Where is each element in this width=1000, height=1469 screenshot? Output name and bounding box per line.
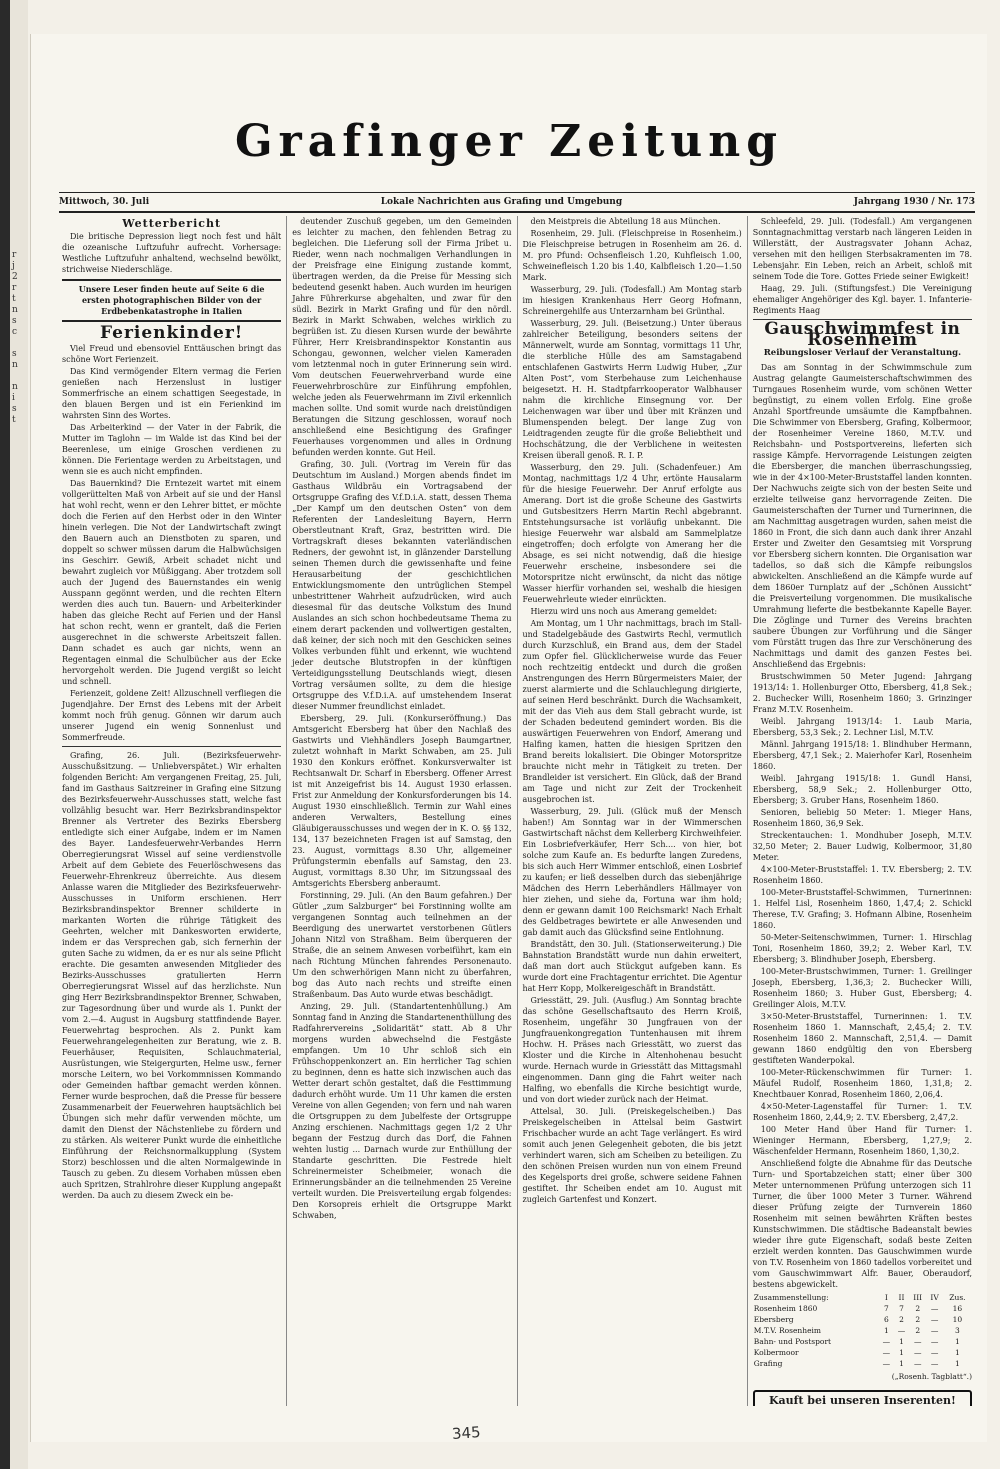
table-cell: — — [913, 1348, 922, 1357]
table-header: II — [898, 1293, 905, 1302]
article-columns — [57, 216, 977, 1406]
table-cell: 1 — [955, 1348, 960, 1357]
article-paragraph: Am Montag, um 1 Uhr nachmittags, brach im Stall- und Stadelgebäude des Gastwirts Rechl, vermutlich durch Kurzschluß, ein Brand aus, dem der Stadel zum Opfer fiel. Glücklicherweise wurde das Feuer noch rechtzeitig entdeckt und durch die großen Anstrengungen des Herrn Bürgermeisters Maier, der zuerst alarmierte und die Schlauchlegung dirigierte, auf seinen Herd beschränkt. Durch die Wachsamkeit, mit der das Vieh aus dem Stall gebracht wurde, ist der Schaden bedeutend gemindert worden. Bis die auswärtigen Feuerwehren von Endorf, Amerang und Halfing kamen, hatten die hiesigen Spritzen den Brand bereits lokalisiert. Die Obinger Motorspritze brauchte nicht mehr in Tätigkeit zu treten. Der Brandleider ist versichert. Ein Glück, daß der Brand am Tage und nicht zur Zeit der Trockenheit ausgebrochen ist. — [522, 619, 742, 804]
table-cell-name: Grafing — [753, 1359, 783, 1368]
table-cell-name: Rosenheim 1860 — [753, 1304, 818, 1313]
article-paragraph: deutender Zuschuß gegeben, um den Gemeinden es leichter zu machen, den fehlenden Betrag zu begleichen. Die Lieferung soll der Firma Jribet u. Rieder, wenn nach nochmaligen Verhandlungen in der Preisfrage eine Einigung zustande kommt, übertragen werden, da die Preise für Messing sich bedeutend gesenkt haben. Auch wurden im heurigen Jahre Führerkurse abgehalten, und zwar für den südl. Bezirk in Markt Grafing und für den nördl. Bezirk in Markt Schwaben, welches wirklich zu begrüßen ist. Zu diesen Kursen wurde der bewährte Führer, Herr Kreisbrandinspektor Konstantin aus Schongau, gewonnen, welcher vielen Kameraden vom letztenmal noch in guter Erinnerung sein wird. Vom deutschen Feuerwehrverband wurde eine Feuerwehrbroschüre zur Einführung empfohlen, welche jeden als Feuerwehrmann im Zivil erkennlich machen sollte. Und somit wurde nach dreistündigen Beratungen die Sitzung geschlossen, worauf noch anschließend eine Besichtigung des Grafinger Feuerhauses vorgenommen und alles in Ordnung befunden werden konnte. Gut Heil. — [292, 217, 512, 457]
gauschwimmfest-subhead: Reibungsloser Verlauf der Veranstaltung. — [763, 348, 962, 358]
dateline-issue: Jahrgang 1930 / Nr. 173 — [853, 197, 975, 207]
ferien-paragraph: Viel Freud und ebensoviel Enttäuschen bringt das schöne Wort Ferienzeit. — [62, 344, 282, 364]
gau-result: 4×100-Meter-Bruststaffel: 1. T.V. Ebersberg; 2. T.V. Rosenheim 1860. — [752, 865, 972, 885]
weather-text: Die britische Depression liegt noch fest und hält die ozeanische Luftzufuhr aufrecht. Vorhersage: Westliche Luftzufuhr anhaltend, wechselnd bewölkt, strichweise Niederschläge. — [62, 232, 282, 274]
gau-result: Weibl. Jahrgang 1913/14: 1. Laub Maria, Ebersberg, 53,3 Sek.; 2. Lechner Lisl, M.T.V. — [752, 717, 972, 737]
adjacent-page-edge — [10, 0, 28, 1469]
table-header: III — [913, 1293, 923, 1302]
newspaper-page — [30, 34, 987, 1442]
table-cell: 1 — [899, 1337, 904, 1346]
table-cell: — — [882, 1337, 891, 1346]
gau-result: Weibl. Jahrgang 1915/18: 1. Gundl Hansi, Ebersberg, 58,9 Sek.; 2. Hollenburger Otto, Ebersberg; 3. Gruber Hans, Rosenheim 1860. — [752, 774, 972, 805]
adjacent-page-text: r j 2 r t n s c s n n i s t — [12, 250, 18, 425]
gauschwimmfest-headline: Gauschwimmfest in Rosenheim — [764, 319, 961, 350]
table-cell: — — [930, 1304, 939, 1313]
article-paragraph: den Meistpreis die Abteilung 18 aus München. — [530, 217, 721, 226]
table-cell-name: M.T.V. Rosenheim — [753, 1326, 822, 1335]
article-paragraph: Brandstätt, den 30. Juli. (Stationserweiterung.) Die Bahnstation Brandstätt wurde nun dahin erweitert, daß man dort auch Stückgut aufgeben kann. Es wurde dort eine Frachtagentur errichtet. Die Agentur hat Herr Kopp, Molkereigeschäft in Brandstätt. — [522, 940, 742, 993]
table-header: I — [884, 1293, 888, 1302]
table-cell-name: Bahn- und Postsport — [753, 1337, 832, 1346]
table-cell: 16 — [952, 1304, 963, 1313]
ferien-paragraph: Das Bauernkind? Die Erntezeit wartet mit einem vollgerüttelten Maß von Arbeit auf sie und der Hansl hat wohl recht, wenn er den Lehrer bittet, er möchte doch die Ferien auf den Herbst oder in den Winter hinein verlegen. Die Not der Landwirtschaft zwingt den Bauern auch an Dienstboten zu sparen, und doppelt so schwer müssen darum die Halbwüchsigen ins Geschirr. Gewiß, Arbeit schadet nicht und bewahrt zugleich vor Müßiggang. Aber trotzdem soll auch der Jugend des Bauernstandes ein wenig Ausspann gegönnt werden, und die rechten Eltern werden dies auch tun. Bauern- und Arbeiterkinder haben das gleiche Recht auf Ferien und der Hansl hat schon recht, wenn er grantelt, daß die Ferien ausgerechnet in die schwerste Arbeitszeit fallen. Dann schadet es auch gar nichts, wenn an Regentagen einmal die Schulbücher aus der Ecke hervorgeholt werden. Die Jugend vergißt so leicht und schnell. — [62, 479, 282, 686]
photo-notice: Unsere Leser finden heute auf Seite 6 die ersten photographischen Bilder von der Erdbebenkatastrophe in Italien — [62, 279, 281, 322]
article-paragraph: Anzing, 29. Juli. (Standartentenhüllung.) Am Sonntag fand in Anzing die Standartenenthüllung des Radfahrervereins „Solidarität“ statt. Ab 8 Uhr morgens wurden abwechselnd die Festgäste empfangen. Um 10 Uhr schloß sich ein Frühschoppenkonzert an. Ein herrlicher Tag schien zu beginnen, denn es hatte sich inzwischen auch das Wetter derart schön gestaltet, daß die Festtimmung dadurch erhöht wurde. Um 11 Uhr kamen die ersten Vereine von allen Gegenden; von fern und nah waren die Ortsgruppen zu dem Jubelfeste der Ortsgruppe Anzing erschienen. Nachmittags gegen 1/2 2 Uhr begann der Festzug durch das Dorf, die Fahnen wehten lustig ... Darnach wurde zur Enthüllung der Standarte geschritten. Die Festrede hielt Schreinermeister Scheibmeier, wonach die Erinnerungsbänder an die teilnehmenden 25 Vereine verteilt wurden. Die Preisverteilung ergab folgendes: Den Korsopreis erhielt die Ortsgruppe Markt Schwaben, — [292, 1002, 512, 1220]
table-cell: 2 — [899, 1315, 904, 1324]
table-cell-name: Ebersberg — [753, 1315, 794, 1324]
table-cell: 1 — [899, 1348, 904, 1357]
table-cell: 2 — [915, 1315, 921, 1324]
article-paragraph: Haag, 29. Juli. (Stiftungsfest.) Die Vereinigung ehemaliger Angehöriger des Kgl. bayer. 1. Infanterie-Regiments Haag — [752, 284, 972, 315]
column-2 — [287, 216, 517, 1406]
article-paragraph: Wasserburg, den 29. Juli. (Schadenfeuer.) Am Montag, nachmittags 1/2 4 Uhr, ertönte Hausalarm für die hiesige Feuerwehr. Der Anruf erfolgte aus Amerang. Dort ist die große Scheune des Gastwirts und Gutsbesitzers Herrn Martin Rechl abgebrannt. Entstehungsursache ist vorläufig unbekannt. Die hiesige Feuerwehr war alsbald am Sammelplatze eingetroffen; doch erfolgte von Amerang her die Absage, es sei nicht notwendig, daß die hiesige Feuerwehr erscheine, insbesondere sei die Motorspritze nicht erwünscht, da nicht das nötige Wasser hierfür vorhanden sei, weshalb die hiesigen Feuerwehrleute wieder einrückten. — [522, 463, 742, 604]
gau-result: Brustschwimmen 50 Meter Jugend: Jahrgang 1913/14: 1. Hollenburger Otto, Ebersberg, 41,8 Sek.; 2. Buchecker Willi, Rosenheim 1860; 3. Grinzinger Franz M.T.V. Rosenheim. — [752, 672, 972, 714]
gau-result: Männl. Jahrgang 1915/18: 1. Blindhuber Hermann, Ebersberg, 47,1 Sek.; 2. Maierhofer Karl, Rosenheim 1860. — [752, 740, 972, 771]
handwritten-page-number: 345 — [451, 1423, 482, 1443]
gau-result: Streckentauchen: 1. Mondhuber Joseph, M.T.V. 32,50 Meter; 2. Bauer Ludwig, Kolbermoor, 31,80 Meter. — [752, 831, 972, 862]
table-cell: — — [897, 1326, 906, 1335]
table-cell: 1 — [955, 1337, 960, 1346]
table-cell: 2 — [915, 1304, 921, 1313]
table-cell: — — [882, 1348, 891, 1357]
article-paragraph: Wasserburg, 29. Juli. (Glück muß der Mensch haben!) Am Sonntag war in der Wimmerschen Gastwirtschaft nächst dem Kellerberg Kirchweihfeier. Ein Losbriefverkäufer, Herr Sch.... von hier, bot solche zum Kaufe an. Es bedurfte langen Zuredens, bis sich auch Herr Wimmer entschloß, einen Losbrief zu kaufen; er ließ desselben durch das siebenjährige Mädchen des Herrn Leberhändlers Hällmayer von hier ziehen, und siehe da, Fortuna war ihm hold; denn er gewann damit 100 Reichsmark! Nach Erhalt des Geldbetrages bewirtete er alle Anwesenden und gab damit auch das Glücksfind seine Entlohnung. — [522, 807, 742, 937]
table-row — [753, 1314, 972, 1325]
table-cell: 1 — [955, 1359, 960, 1368]
ferien-headline: Ferienkinder! — [99, 323, 244, 343]
article-paragraph: Wasserburg, 29. Juli. (Todesfall.) Am Montag starb im hiesigen Krankenhaus Herr Georg Hofmann, Schreinergehilfe aus Unterzarnham bei Grünthal. — [522, 285, 742, 316]
ferien-paragraph: Das Kind vermögender Eltern vermag die Ferien genießen nach Herzenslust in lustiger Sommerfrische an einem schattigen Seegestade, in den blauen Bergen und ist ein Ferienkind im wahrsten Sinn des Wortes. — [62, 367, 282, 420]
gau-result: Senioren, beliebig 50 Meter: 1. Mieger Hans, Rosenheim 1860, 36,9 Sek. — [752, 808, 972, 828]
table-cell: 3 — [955, 1326, 960, 1335]
table-cell: 1 — [899, 1359, 904, 1368]
gau-result: 50-Meter-Seitenschwimmen, Turner: 1. Hirschlag Toni, Rosenheim 1860, 39,2; 2. Weber Karl, T.V. Ebersberg; 3. Blindhuber Joseph, Ebersberg. — [752, 933, 972, 964]
table-cell: — — [913, 1359, 922, 1368]
table-header: Zus. — [949, 1293, 966, 1302]
article-paragraph: Schleefeld, 29. Juli. (Todesfall.) Am vergangenen Sonntagnachmittag verstarb nach längeren Leiden in Willerstätt, der Austragsvater Johann Achaz, versehen mit den heiligen Sterbsakramenten im 78. Lebensjahr. Ein Leben, reich an Arbeit, schloß mit seinem Tode die Tore. Gottes Friede seiner Ewigkeit! — [752, 217, 972, 281]
table-cell: 6 — [884, 1315, 889, 1324]
ferien-paragraph: Das Arbeiterkind — der Vater in der Fabrik, die Mutter im Taglohn — im Walde ist das Kind bei der Beerenlese, um einige Groschen verdienen zu können. Die Ferientage werden zu Arbeitstagen, und wenn sie es auch nicht empfinden. — [62, 423, 282, 476]
gau-paragraph: Anschließend folgte die Abnahme für das Deutsche Turn- und Sportabzeichen statt; einer über 300 Meter unternommenen Prüfung unterzogen sich 11 Turner, die über 1000 Meter 3 Turner. Während dieser Prüfung zeigte der Turnverein 1860 Rosenheim mit seinen bewährten Kräften bestes Kunstschwimmen. Die städtische Badeanstalt bewies wieder ihre gute Eigenschaft, sodaß beste Zeiten erzielt werden konnten. Das Gauschwimmen wurde von T.V. Rosenheim von 1860 tadellos vorbereitet und vom Gauschwimmwart Alfr. Bauer, Oberaudorf, bestens abgewickelt. — [752, 1159, 972, 1289]
table-cell: — — [930, 1326, 939, 1335]
table-cell: — — [913, 1337, 922, 1346]
table-header: IV — [930, 1293, 939, 1302]
table-cell: 7 — [899, 1304, 904, 1313]
gau-result: 4×50-Meter-Lagenstaffel für Turner: 1. T.V. Rosenheim 1860, 2,44,9; 2. T.V. Ebersberg, 2,47,2. — [752, 1102, 972, 1122]
table-cell: — — [930, 1315, 939, 1324]
article-paragraph: Grafing, 30. Juli. (Vortrag im Verein für das Deutschtum im Ausland.) Morgen abends findet im Gasthaus Wildbräu ein Vortragsabend der Ortsgruppe Grafing des V.f.D.i.A. statt, dessen Thema „Der Kampf um den deutschen Osten“ von dem Referenten der Landesleitung Bayern, Herrn Oberstleutnant Kraft, Graz, bestritten wird. Die Vortragskraft dieses bekannten vaterländischen Redners, der gewohnt ist, in glänzender Darstellung seinen Themen durch die gewissenhafte und feine Herausarbeitung der geschichtlichen Entwicklungsmomente den untrüglichen Stempel unbestrittener Wahrheit aufzudrücken, wird auch diesesmal für das deutsche Volkstum des Inund Auslandes an sich schon hochbedeutsame Thema zu einem derart packenden und vollwertigen gestalten, daß keiner, der sich noch mit den Geschicken seines Volkes verbunden fühlt und erkennt, wie wuchtend jeder deutsche Blutstropfen in der künftigen Verteidigungsstellung Deutschlands wiegt, diesen Vortrag versäumen sollte, zu dem die hiesige Ortsgruppe des V.f.D.i.A. auf umstehendem Inserat dieser Nummer freundlichst einladet. — [292, 460, 512, 711]
article-paragraph: Rosenheim, 29. Juli. (Fleischpreise in Rosenheim.) Die Fleischpreise betrugen in Rosenheim am 26. d. M. pro Pfund: Ochsenfleisch 1.20, Kuhfleisch 1.00, Schweinefleisch 1.20 bis 1.40, Kalbfleisch 1.20—1.50 Mark. — [522, 229, 742, 282]
table-row — [753, 1325, 972, 1336]
gau-result: 100-Meter-Rückenschwimmen für Turner: 1. Mäufel Rudolf, Rosenheim 1860, 1,31,8; 2. Knechtbauer Konrad, Rosenheim 1860, 2,06,4. — [752, 1068, 972, 1099]
article-paragraph: Forstinning, 29. Juli. (An den Baum gefahren.) Der Gütler „zum Salzburger“ bei Forstinning wollte am vergangenen Sonntag auch teilnehmen an der Beerdigung des unerwartet verstorbenen Gütlers Johann Nitzl von Straßham. Beim überqueren der Straße, die an seinem Anwesen vorbeiführt, kam ein nach Richtung München fahrendes Personenauto. Um den schwerhörigen Mann nicht zu überfahren, bog das Auto nach rechts und streifte einen Straßenbaum. Das Auto wurde etwas beschädigt. — [292, 891, 512, 999]
gau-result: 100-Meter-Bruststaffel-Schwimmen, Turnerinnen: 1. Helfel Lisl, Rosenheim 1860, 1,47,4; 2. Schickl Therese, T.V. Grafing; 3. Hofmann Albine, Rosenheim 1860. — [752, 888, 972, 930]
book-binding — [0, 0, 10, 1469]
table-row — [753, 1347, 972, 1358]
table-cell: — — [930, 1348, 939, 1357]
gau-result: 3×50-Meter-Bruststaffel, Turnerinnen: 1. T.V. Rosenheim 1860 1. Mannschaft, 2,45,4; 2. T.V. Rosenheim 1860 2. Mannschaft, 2,51,4. — Damit gewann 1860 endgültig den von Ebersberg gestifteten Wanderpokal. — [752, 1012, 972, 1065]
table-cell-name: Kolbermoor — [753, 1348, 799, 1357]
dateline-date: Mittwoch, 30. Juli — [59, 197, 150, 207]
table-cell: 2 — [915, 1326, 921, 1335]
column-1 — [57, 216, 287, 1406]
column-4 — [748, 216, 977, 1406]
table-cell: 1 — [884, 1326, 889, 1335]
grafing-feuerwehr-article: Grafing, 26. Juli. (Bezirksfeuerwehr-Ausschußsitzung. — Unliebverspätet.) Wir erhalten folgenden Bericht: Am vergangenen Freitag, 25. Juli, fand im Gasthaus Saitzreiner in Grafing eine Sitzung des Bezirksfeuerwehr-Ausschusses statt, welche fast vollzählig besucht war. Herr Bezirksbrandinspektor Brenner als Vertreter des Bezirks Ebersberg entledigte sich einer Aufgabe, indem er im Namen des Bayer. Landesfeuerwehr-Verbandes Herrn Oberregierungsrat Wissel auf seine verdienstvolle Arbeit auf dem Gebiete des Feuerlöschwesens das Feuerwehr-Ehrenkreuz überreichte. Aus diesem Anlasse waren die Mitglieder des Bezirksfeuerwehr-Ausschusses in Uniform erschienen. Herr Bezirksbrandinspektor Brenner schilderte in markanten Worten die rührige Tätigkeit des Geehrten, welcher mit Dankesworten erwiderte, indem er das Versprechen gab, sich fernerhin der guten Sache zu widmen, da er es nur als seine Pflicht erachte. Die gesamten anwesenden Mitglieder des Bezirks-Ausschusses gratulierten Herrn Oberregierungsrat Wissel auf das herzlichste. Nun ging Herr Bezirksbrandinspektor Brenner, Schwaben, zur Tagesordnung über und wurde als 1. Punkt der vom 2.—4. August in Augsburg stattfindende Bayer. Feuerwehrtag besprochen. Als 2. Punkt kam Feuerwehrangelegenheiten zur Beratung, wie z. B. Feuerhäuser, Requisiten, Schlauchmaterial, Ausrüstungen, wie Steigergurten, Helme usw., ferner morsche Leitern, wo bei Vorkommnissen Kommando oder Gemeinden haftbar gemacht werden können. Ferner wurde besprochen, daß die Presse für bessere Zusammenarbeit der Feuerwehren hauptsächlich bei Übungen sich mehr dafür verwenden möchte, um damit den Dienst der Nächstenliebe zu fördern und zu stärken. Als weiterer Punkt wurde die einheitliche Einführung der Reichsnormalkupplung (System Storz) beschlossen und die alten Normalgewinde in Tausch zu geben. Zu diesem Vorhaben müssen eben auch Spritzen, Strahlrohre dieser Kupplung angepaßt werden. Da auch zu diesem Zweck ein be- — [62, 751, 282, 1200]
article-paragraph: Griesstätt, 29. Juli. (Ausflug.) Am Sonntag brachte das schöne Gesellschaftsauto des Herrn Kroiß, Rosenheim, ungefähr 30 Jungfrauen von der Jungfrauenkongregation Tuntenhausen mit ihrem Hochw. H. Präses nach Griesstätt, wo zuerst das Kloster und die Kirche in Altenhohenau besucht wurde. Hernach wurde in Griesstätt das Mittagsmahl eingenommen. Dann ging die Fahrt weiter nach Halfing, wo ebenfalls die Kirche besichtigt wurde, und von dort wieder zurück nach der Heimat. — [522, 996, 742, 1104]
table-cell: — — [930, 1359, 939, 1368]
table-caption: Zusammenstellung: — [753, 1293, 829, 1302]
table-row — [753, 1336, 972, 1347]
gau-result: 100-Meter-Brustschwimmen, Turner: 1. Greilinger Joseph, Ebersberg, 1,36,3; 2. Buchecker Willi, Rosenheim 1860; 3. Huber Gust, Ebersberg; 4. Greilinger Alois, M.T.V. — [752, 967, 972, 1009]
article-paragraph: Hierzu wird uns noch aus Amerang gemeldet: — [530, 607, 718, 616]
masthead-title: Grafinger Zeitung — [234, 116, 784, 167]
dateline-subtitle: Lokale Nachrichten aus Grafing und Umgebung — [380, 197, 623, 207]
gau-paragraph: Das am Sonntag in der Schwimmschule zum Austrag gelangte Gaumeisterschaftschwimmen des Turngaues Rosenheim wurde, vom schönen Wetter begünstigt, zu einem vollen Erfolg. Eine große Anzahl Sportfreunde umsäumte die Kampfbahnen. Die Schwimmer von Ebersberg, Grafing, Kolbermoor, der Rosenheimer Vereine 1860, M.T.V. und Reichsbahn- und Postsportvereins, lieferten sich rassige Kämpfe. Hervorragende Leistungen zeigten die Ebersberger, die manchen überraschungssieg, wie in der 4×100-Meter-Bruststaffel landen konnten. Der Nachwuchs zeigte sich von der besten Seite und erzielte teilweise ganz hervorragende Zeiten. Die Gaumeisterschaften der Turner und Turnerinnen, die am Nachmittag ausgetragen wurden, sahen meist die 1860 in Front, die sich dann auch dank ihrer Anzahl Erster und Zweiter den Gesamtsieg mit Vorsprung vor Ebersberg sichern konnten. Die Organisation war tadellos, so daß sich die Kämpfe reibungslos abwickelten. Anschließend an die Kämpfe wurde auf dem 1860er Turnplatz auf der „Schönen Aussicht“ die Preisverteilung vorgenommen. Die musikalische Umrahmung lieferte die bestbekannte Kapelle Bayer. Die Zöglinge und Turner des Vereins brachten saubere Übungen zur Vorführung und die Sänger vom Fürstätt trugen das Ihre zur Verschönerung des Nachmittags und damit des ganzen Festes bei. Anschließend das Ergebnis: — [752, 363, 972, 669]
source-credit: („Rosenh. Tagblatt“.) — [891, 1372, 972, 1381]
table-row — [753, 1358, 972, 1369]
dateline-bar — [59, 192, 975, 213]
table-cell: 7 — [884, 1304, 889, 1313]
table-cell: — — [882, 1359, 891, 1368]
article-paragraph: Attelsal, 30. Juli. (Preiskegelscheiben.) Das Preiskegelscheiben in Attelsal beim Gastwirt Frischbacher wurde an acht Tage verlängert. Es wird somit auch jenen Gelegenheit geboten, die bis jetzt verhindert waren, sich am Scheiben zu beteiligen. Zu den schönen Preisen wurden nun von einem Freund des Kegelsports drei große, schwere seidene Fahnen gestiftet. Ihr Scheiben endet am 10. August mit zugleich Gartenfest und Konzert. — [522, 1107, 742, 1204]
table-cell: 10 — [952, 1315, 963, 1324]
results-summary-table — [753, 1292, 972, 1369]
gau-result: 100 Meter Hand über Hand für Turner: 1. Wieninger Hermann, Ebersberg, 1,27,9; 2. Wäschenfelder Hermann, Rosenheim 1860, 1,30,2. — [752, 1125, 972, 1156]
table-header-row — [753, 1292, 972, 1303]
table-row — [753, 1303, 972, 1314]
weather-headline: Wetterbericht — [122, 217, 222, 230]
column-divider — [62, 746, 281, 747]
table-cell: — — [930, 1337, 939, 1346]
article-paragraph: Wasserburg, 29. Juli. (Beisetzung.) Unter überaus zahlreicher Beteiligung, besonders seitens der Männerwelt, wurde am Sonntag, vormittags 11 Uhr, die sterbliche Hülle des am Samstagabend entschlafenen Gastwirts Herrn Ludwig Huber, „Zur Alten Post“, vom Sterbehause zum Leichenhause beigesetzt. H. H. Stadtpfarrkooperator Walbhauser nahm die kirchliche Einsegnung vor. Der Leichenwagen war über und über mit Kränzen und Blumenspenden belegt. Der lange Zug von Leidtragenden zeugte für die große Beliebtheit und Hochschätzung, die der Verblichene in weitesten Kreisen überall genoß. R. I. P. — [522, 319, 742, 460]
article-paragraph: Ebersberg, 29. Juli. (Konkurseröffnung.) Das Amtsgericht Ebersberg hat über den Nachlaß des Gastwirts und Viehhändlers Joseph Baumgartner, zuletzt wohnhaft in Markt Schwaben, am 25. Juli 1930 den Konkurs eröffnet. Konkursverwalter ist Rechtsanwalt Dr. Scharf in Ebersberg. Offener Arrest ist mit Anzeigefrist bis 14. August 1930 erlassen. Frist zur Anmeldung der Konkursforderungen bis 14. August 1930 einschließlich. Termin zur Wahl eines anderen Verwalters, Bestellung eines Gläubigerausschusses und wegen der in K. O. §§ 132, 134, 137 bezeichneten Fragen ist auf Samstag, den 23. August, vormittags 8.30 Uhr, allgemeiner Prüfungstermin ebenfalls auf Samstag, den 23. August, vormittags 8.30 Uhr, im Sitzungssaal des Amtsgerichts Ebersberg anberaumt. — [292, 714, 512, 888]
column-3 — [518, 216, 748, 1406]
advertiser-banner: Kauft bei unseren Inserenten! — [753, 1390, 972, 1406]
ferien-paragraph: Ferienzeit, goldene Zeit! Allzuschnell verfliegen die Jugendjahre. Der Ernst des Lebens mit der Arbeit kommt noch früh genug. Gönnen wir darum auch unserer Jugend ein wenig Sonnenlust und Sommerfreude. — [62, 689, 282, 742]
